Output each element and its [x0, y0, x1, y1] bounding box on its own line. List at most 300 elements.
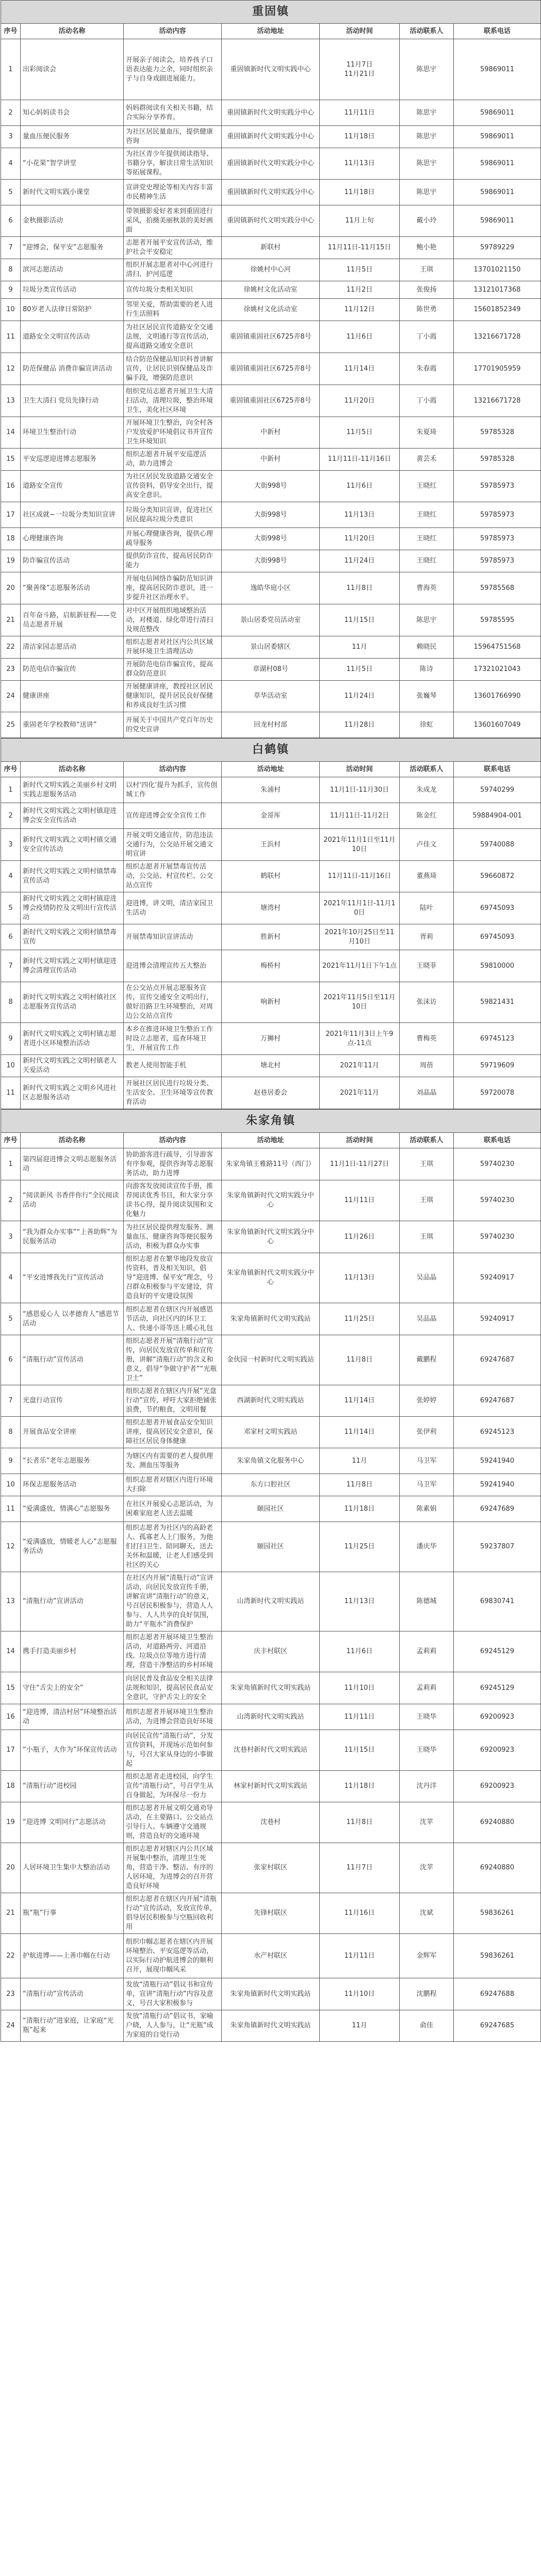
contact-person-cell: 朱春霞 — [400, 353, 454, 385]
seq-cell: 1 — [1, 39, 21, 100]
section-table — [1, 1109, 541, 2042]
activity-time-cell: 11月上旬 — [320, 205, 400, 237]
activity-address-cell: 回龙村村部 — [222, 712, 320, 738]
contact-person-cell: 陈诗 — [400, 659, 454, 681]
contact-phone-cell: 59810000 — [454, 950, 541, 982]
table-row — [1, 148, 541, 180]
activity-address-cell: 朱家角镇文化服务中心 — [222, 1448, 320, 1474]
seq-cell: 21 — [1, 604, 21, 636]
activity-content-cell: 组织党员志愿者开展卫生大清扫活动，清理垃圾，整治环境卫生，美化社区环境 — [124, 385, 222, 417]
activity-time-cell: 11月1日-11月27日 — [320, 1148, 400, 1180]
activity-name-cell: 平安巡逻迎进博志愿服务 — [21, 449, 124, 471]
seq-cell: 11 — [1, 1077, 21, 1109]
seq-cell: 11 — [1, 321, 21, 353]
activity-time-cell: 11月18日 — [320, 1771, 400, 1802]
contact-phone-cell: 13216671728 — [454, 385, 541, 417]
contact-person-cell: 朱夏琦 — [400, 417, 454, 449]
seq-cell: 13 — [1, 385, 21, 417]
section-table — [1, 738, 541, 1109]
contact-phone-cell: 59720078 — [454, 1077, 541, 1109]
activity-content-cell: 提供防诈宣传，提高居民防诈能力 — [124, 550, 222, 572]
activity-name-cell: 新时代文明实践之文明村镇迎进博会清理宣传活动 — [21, 950, 124, 982]
activity-address-cell: 金伙园一村新时代文明实践站 — [222, 1335, 320, 1385]
activity-time-cell: 11月5日 — [320, 417, 400, 449]
activity-time-cell: 11月6日 — [320, 321, 400, 353]
table-row — [1, 712, 541, 738]
seq-cell: 23 — [1, 659, 21, 681]
activity-address-cell: 重固镇新时代文明实践分中心 — [222, 205, 320, 237]
contact-phone-cell: 13601766990 — [454, 681, 541, 712]
activity-content-cell: 组织志愿者对社区内公共区域开展环境卫生清理活动 — [124, 636, 222, 659]
activity-time-cell: 11月16日 — [320, 1893, 400, 1934]
contact-phone-cell: 59241940 — [454, 1474, 541, 1496]
activity-content-cell: 组织志愿者在辖区内开展“清瓶行动”宣传活动，发放宣传单，倡导居民积极参与空瓶回收利用 — [124, 1893, 222, 1934]
table-row — [1, 1180, 541, 1221]
contact-phone-cell: 59240917 — [454, 1253, 541, 1303]
table-row — [1, 321, 541, 353]
contact-person-cell: 王晓红 — [400, 528, 454, 550]
contact-phone-cell: 13701021150 — [454, 259, 541, 281]
activity-address-cell: 庆丰村联区 — [222, 1631, 320, 1672]
activity-name-cell: “清瓶行动”宣传活动 — [21, 1335, 124, 1385]
activity-time-cell: 11月7日 — [320, 1843, 400, 1893]
seq-cell: 3 — [1, 1221, 21, 1253]
seq-cell: 7 — [1, 1385, 21, 1417]
activity-time-cell: 11月25日 — [320, 1522, 400, 1572]
contact-phone-cell: 59785595 — [454, 604, 541, 636]
table-row — [1, 1055, 541, 1077]
contact-phone-cell: 59836261 — [454, 1934, 541, 1978]
activity-name-cell: 环保志愿服务活动 — [21, 1474, 124, 1496]
contact-person-cell: 陈世勇 — [400, 299, 454, 321]
activity-name-cell: 新时代文明实践之文明村镇老人关爱活动 — [21, 1055, 124, 1077]
contact-phone-cell: 59785568 — [454, 572, 541, 604]
contact-person-cell: 王琪 — [400, 1148, 454, 1180]
activity-address-cell: 大街998号 — [222, 528, 320, 550]
activity-name-cell: 开展食品安全讲座 — [21, 1417, 124, 1448]
activity-time-cell: 11月11日 — [320, 1180, 400, 1221]
activity-name-cell: 新时代文明实践之文明乡风进社区志愿服务活动 — [21, 1077, 124, 1109]
seq-cell: 4 — [1, 148, 21, 180]
activity-content-cell: 组织志愿者在繁华地段发放宣传资料，普及相关知识，倡导“迎进博、保平安”理念，号召群众积极参与平安建设，营造良好的平安建设氛围 — [124, 1253, 222, 1303]
table-row — [1, 550, 541, 572]
table-row — [1, 126, 541, 148]
contact-phone-cell: 59869011 — [454, 39, 541, 100]
seq-cell: 1 — [1, 1148, 21, 1180]
table-row — [1, 982, 541, 1023]
column-header: 活动时间 — [320, 762, 400, 777]
table-row — [1, 39, 541, 100]
activity-time-cell: 2021年11月1日-11月10日 — [320, 892, 400, 924]
activity-content-cell: 组织志愿者开展食品安全知识讲座，提高居民安全意识，保障社区居民身体健康 — [124, 1417, 222, 1448]
activity-time-cell: 11月10日 — [320, 1672, 400, 1704]
activity-address-cell: 重固镇重固社区6725弄8号 — [222, 353, 320, 385]
contact-person-cell: 王晓华 — [400, 1704, 454, 1730]
contact-phone-cell: 69245123 — [454, 1417, 541, 1448]
table-row — [1, 100, 541, 126]
activity-time-cell: 11月13日 — [320, 502, 400, 528]
contact-person-cell: 沈鹏程 — [400, 1978, 454, 2010]
activity-content-cell: 组织志愿者对辖区内进行环境大扫除 — [124, 1474, 222, 1496]
activity-content-cell: 组织志愿者为社区内的高龄老人、孤寡老人上门服务，为他们打扫卫生、陪同聊天，送去关怀和温暖，让老人们感受到社区的关心 — [124, 1522, 222, 1572]
activity-address-cell: 重固镇新时代文明实践分中心 — [222, 100, 320, 126]
seq-cell: 9 — [1, 281, 21, 299]
activity-name-cell: 金秋摄影活动 — [21, 205, 124, 237]
seq-cell: 1 — [1, 777, 21, 803]
activity-name-cell: 新时代文明实践小课堂 — [21, 180, 124, 205]
activity-name-cell: 守住“舌尖上的安全” — [21, 1672, 124, 1704]
activity-address-cell: 邓家村文明实践站 — [222, 1417, 320, 1448]
activity-name-cell: 垃圾分类宣传活动 — [21, 281, 124, 299]
activity-name-cell: “清瓶行动”宣传活动 — [21, 1978, 124, 2010]
activity-address-cell: 山湾新时代文明实践站 — [222, 1704, 320, 1730]
activity-time-cell: 11月13日 — [320, 148, 400, 180]
table-row — [1, 777, 541, 803]
contact-person-cell: 张伊利 — [400, 1417, 454, 1448]
activity-time-cell: 11月 — [320, 1448, 400, 1474]
header-row — [1, 24, 541, 39]
activity-address-cell: 沈巷村新时代文明实践站 — [222, 1730, 320, 1771]
activity-time-cell: 11月18日 — [320, 180, 400, 205]
activity-name-cell: 防范保健品 消费诈骗宣讲活动 — [21, 353, 124, 385]
table-row — [1, 659, 541, 681]
column-header: 联系电话 — [454, 1133, 541, 1148]
contact-person-cell: 陈思宇 — [400, 180, 454, 205]
column-header: 活动内容 — [124, 1133, 222, 1148]
seq-cell: 20 — [1, 1843, 21, 1893]
contact-person-cell: 黄芸禾 — [400, 449, 454, 471]
table-row — [1, 1934, 541, 1978]
activity-address-cell: 重固镇新时代文明实践分中心 — [222, 180, 320, 205]
table-row — [1, 1631, 541, 1672]
column-header: 活动时间 — [320, 1133, 400, 1148]
contact-person-cell: 王琪 — [400, 1221, 454, 1253]
contact-person-cell: 王琪 — [400, 259, 454, 281]
activity-content-cell: 发放“清瓶行动”倡议书，家喻户晓，人人参与，让“光瓶”成为家庭的自觉行动 — [124, 2010, 222, 2042]
seq-cell: 5 — [1, 180, 21, 205]
activity-content-cell: 结合防范保健品知识科普讲解宣传，让居民识别保健品及诈骗手段，增强防范意识 — [124, 353, 222, 385]
activity-content-cell: 开展关于中国共产党百年历史的党史宣讲 — [124, 712, 222, 738]
activity-time-cell: 11月15日 — [320, 604, 400, 636]
activity-address-cell: 先锋村联区 — [222, 1893, 320, 1934]
activity-content-cell: 开展防范电信诈骗宣传，提高群众防范意识 — [124, 659, 222, 681]
activity-name-cell: 防诈骗宣传活动 — [21, 550, 124, 572]
column-header: 活动联系人 — [400, 762, 454, 777]
activity-content-cell: 妈妈群阅读有关相关书籍，结合实际分享养育。 — [124, 100, 222, 126]
table-row — [1, 1730, 541, 1771]
activity-time-cell: 11月11日-11月2日 — [320, 803, 400, 829]
activity-address-cell: 朱浦村 — [222, 777, 320, 803]
contact-phone-cell: 17321021043 — [454, 659, 541, 681]
table-row — [1, 1253, 541, 1303]
activity-name-cell: 心理健康咨询 — [21, 528, 124, 550]
contact-phone-cell: 69247685 — [454, 2010, 541, 2042]
activity-content-cell: 在公交站点开展志愿服务宣传，宣传交通安全文明出行，做好沿路卫生环境整治，对周边公交站点宣传 — [124, 982, 222, 1023]
activity-content-cell: 迎进博会清理宣传五大整治 — [124, 950, 222, 982]
activity-time-cell: 11月8日 — [320, 572, 400, 604]
column-header: 活动时间 — [320, 24, 400, 39]
column-header: 活动内容 — [124, 24, 222, 39]
seq-cell: 4 — [1, 1253, 21, 1303]
activity-address-cell: 中新村 — [222, 449, 320, 471]
activity-name-cell: “迎进博，清洁村居”环境整治活动 — [21, 1704, 124, 1730]
seq-cell: 8 — [1, 1417, 21, 1448]
activity-content-cell: 带领摄影爱好者来到重固进行采风，拍摄美丽秋景的美好画面 — [124, 205, 222, 237]
activity-address-cell: 万狮村 — [222, 1023, 320, 1055]
contact-person-cell: 张婷婷 — [400, 1385, 454, 1417]
activity-time-cell: 2021年11月5日至11月10日 — [320, 982, 400, 1023]
activity-content-cell: 组织志愿者开展禁毒宣传活动，公交站、村宣传栏、公交站点宣传 — [124, 861, 222, 892]
seq-cell: 5 — [1, 1303, 21, 1335]
activity-address-cell: 重固镇新时代文明实践中心 — [222, 39, 320, 100]
activity-name-cell: 光盘行动宣传 — [21, 1385, 124, 1417]
activity-time-cell: 11月11日 — [320, 1704, 400, 1730]
contact-person-cell: 丁小霞 — [400, 321, 454, 353]
activity-content-cell: 开展电信网络诈骗防范知识讲座，提高居民防诈意识，进一步提升社区治理水平。 — [124, 572, 222, 604]
contact-person-cell: 刘晶晶 — [400, 1077, 454, 1109]
activity-address-cell: 逸皓华庭小区 — [222, 572, 320, 604]
activity-time-cell: 11月14日 — [320, 1385, 400, 1417]
activity-time-cell: 11月11日-11月15日 — [320, 237, 400, 259]
contact-person-cell: 徐虹 — [400, 712, 454, 738]
activity-address-cell: 颐园社区 — [222, 1522, 320, 1572]
contact-person-cell: 张巍琴 — [400, 681, 454, 712]
activity-content-cell: 对中区开展组织地域整治活动，对楼道、绿化带进行清扫及规范整改 — [124, 604, 222, 636]
contact-phone-cell: 59740230 — [454, 1148, 541, 1180]
contact-phone-cell: 17701905959 — [454, 353, 541, 385]
activity-content-cell: 组织志愿者开展平安巡逻活动，助力进博会 — [124, 449, 222, 471]
contact-person-cell: 王晓红 — [400, 550, 454, 572]
contact-phone-cell: 69745093 — [454, 892, 541, 924]
activity-time-cell: 11月2日 — [320, 281, 400, 299]
activity-name-cell: 量血压便民服务 — [21, 126, 124, 148]
activity-content-cell: 教老人使用智能手机 — [124, 1055, 222, 1077]
activity-time-cell: 11月6日 — [320, 471, 400, 502]
contact-person-cell: 陈金红 — [400, 803, 454, 829]
section-table — [1, 0, 541, 738]
table-row — [1, 803, 541, 829]
contact-phone-cell: 59869011 — [454, 148, 541, 180]
activity-name-cell: “清瓶行动”宣讲活动 — [21, 1572, 124, 1631]
activity-time-cell: 11月15日 — [320, 1730, 400, 1771]
table-row — [1, 1843, 541, 1893]
contact-person-cell: 沈苹 — [400, 1843, 454, 1893]
activity-address-cell: 大街998号 — [222, 502, 320, 528]
contact-phone-cell: 59884904-001 — [454, 803, 541, 829]
contact-person-cell: 陈思宇 — [400, 148, 454, 180]
activity-content-cell: 发放“清瓶行动”倡议书和宣传单，宣讲“清瓶行动”内容及意义，号召大家积极参与 — [124, 1978, 222, 2010]
contact-phone-cell: 59785973 — [454, 471, 541, 502]
contact-phone-cell: 59740230 — [454, 1180, 541, 1221]
seq-cell: 12 — [1, 1522, 21, 1572]
activity-name-cell: 新时代文明实践之文明村镇禁毒宣传 — [21, 924, 124, 950]
contact-person-cell: 曹海英 — [400, 572, 454, 604]
activity-time-cell: 2021年11月1日至11月10日 — [320, 829, 400, 861]
seq-cell: 17 — [1, 1730, 21, 1771]
table-row — [1, 861, 541, 892]
activity-name-cell: 新时代文明实践之文明村镇迎进博会安全宣传活动 — [21, 803, 124, 829]
activity-time-cell: 2021年11月 — [320, 1055, 400, 1077]
table-row — [1, 892, 541, 924]
contact-phone-cell: 59719609 — [454, 1055, 541, 1077]
activity-time-cell: 11月1日-11月30日 — [320, 777, 400, 803]
seq-cell: 6 — [1, 924, 21, 950]
table-row — [1, 950, 541, 982]
activity-content-cell: 开展心理健康咨询，提供心理疏导服务 — [124, 528, 222, 550]
seq-cell: 9 — [1, 1448, 21, 1474]
seq-cell: 10 — [1, 1474, 21, 1496]
contact-phone-cell: 69247687 — [454, 1335, 541, 1385]
activity-address-cell: 颐园社区 — [222, 1496, 320, 1522]
activity-address-cell: 张家村联区 — [222, 1843, 320, 1893]
activity-content-cell: 开展亲子阅读会，培养孩子口语表达能力之余，同时组织亲子与自身戏剧进展能力。 — [124, 39, 222, 100]
activity-address-cell: 塘湾村 — [222, 892, 320, 924]
seq-cell: 2 — [1, 100, 21, 126]
activity-address-cell: 新联村 — [222, 237, 320, 259]
activity-name-cell: “阅读新风 书香伴你行”全民阅读活动 — [21, 1180, 124, 1221]
activity-content-cell: 开展环境卫生整治，向全村各户发放爱护环境倡议书并宣传卫生环境知识 — [124, 417, 222, 449]
column-header: 活动联系人 — [400, 24, 454, 39]
table-row — [1, 1771, 541, 1802]
table-row — [1, 1672, 541, 1704]
contact-person-cell: 戴小玲 — [400, 205, 454, 237]
activity-content-cell: 向居民普及食品安全相关法律法规和知识，提高居民食品安全意识，守护舌尖上的安全 — [124, 1672, 222, 1704]
seq-cell: 14 — [1, 417, 21, 449]
activity-address-cell: 徐姚村文化活动室 — [222, 281, 320, 299]
activity-content-cell: 开展社区居民进行垃圾分类、生活安全、卫生环境等宣传教育活动 — [124, 1077, 222, 1109]
activity-address-cell: 朱家角镇新时代文明实践分中心 — [222, 1180, 320, 1221]
table-row — [1, 1704, 541, 1730]
contact-phone-cell: 59785973 — [454, 502, 541, 528]
activity-address-cell: 王浜村 — [222, 829, 320, 861]
seq-cell: 4 — [1, 861, 21, 892]
column-header: 活动联系人 — [400, 1133, 454, 1148]
seq-cell: 16 — [1, 1704, 21, 1730]
activity-time-cell: 2021年11月 — [320, 1077, 400, 1109]
activity-name-cell: 知心妈妈读书会 — [21, 100, 124, 126]
activity-time-cell: 11月11日 — [320, 100, 400, 126]
activity-address-cell: 塘北村 — [222, 1055, 320, 1077]
activity-time-cell: 11月11日-11月16日 — [320, 449, 400, 471]
table-row — [1, 1474, 541, 1496]
seq-cell: 20 — [1, 572, 21, 604]
activity-content-cell: 为辖区内有需要的老人提供理发、测血压等服务 — [124, 1448, 222, 1474]
activity-address-cell: 草华活动室 — [222, 681, 320, 712]
contact-phone-cell: 15601852349 — [454, 299, 541, 321]
contact-person-cell: 金辉军 — [400, 1934, 454, 1978]
activity-content-cell: 在社区内开展“清瓶行动”宣讲活动，向居民发放宣传手册，讲解宣讲“清瓶行动”的意义，号召居民积极参与，营造人人参与、人人共享的良好氛围，助力“平瓶水”消费保护 — [124, 1572, 222, 1631]
activity-content-cell: 组织开展志愿者对中心河进行清扫、护河巡逻 — [124, 259, 222, 281]
section-title: 重固镇 — [1, 1, 541, 24]
activity-name-cell: “聚善缘”志愿服务活动 — [21, 572, 124, 604]
activity-content-cell: 邻里关爱，帮助需要的老人进行生活照料 — [124, 299, 222, 321]
activity-time-cell: 2021年11月1日下午1点 — [320, 950, 400, 982]
activity-content-cell: 志愿者开展平安宣传活动，维护社会平安稳定 — [124, 237, 222, 259]
activity-address-cell: 梅桥村 — [222, 950, 320, 982]
contact-person-cell: 俞佳 — [400, 2010, 454, 2042]
contact-phone-cell: 59785328 — [454, 417, 541, 449]
activity-address-cell: 沈巷村 — [222, 1802, 320, 1843]
contact-person-cell: 王晓华 — [400, 1730, 454, 1771]
contact-phone-cell: 59785973 — [454, 528, 541, 550]
activity-name-cell: 第四届迎进博会文明志愿服务活动 — [21, 1148, 124, 1180]
table-row — [1, 1417, 541, 1448]
activity-content-cell: 为社区居民宣传道路安全交通法规，文明通行等宣传活动，提高道路交通安全意识 — [124, 321, 222, 353]
activity-time-cell: 2021年11月3日上午9点-11点 — [320, 1023, 400, 1055]
contact-phone-cell: 59660872 — [454, 861, 541, 892]
activity-content-cell: 为社区青少年提供阅读指导、书籍分享，解读日常生活知识等拓展课程。 — [124, 148, 222, 180]
seq-cell: 25 — [1, 712, 21, 738]
activity-name-cell: 新时代文明实践之美丽乡村文明实践志愿服务活动 — [21, 777, 124, 803]
activity-content-cell: 在社区开展爱心志愿活动，为困难家庭老人送去温暖 — [124, 1496, 222, 1522]
activity-time-cell: 11月20日 — [320, 385, 400, 417]
activity-name-cell: “迎进博 文明同行”志愿活动 — [21, 1802, 124, 1843]
contact-phone-cell: 69240880 — [454, 1802, 541, 1843]
contact-phone-cell: 59869011 — [454, 126, 541, 148]
contact-phone-cell: 69240880 — [454, 1843, 541, 1893]
seq-cell: 13 — [1, 1572, 21, 1631]
activity-time-cell: 11月13日 — [320, 1572, 400, 1631]
table-row — [1, 924, 541, 950]
activity-content-cell: 迎进博，讲文明，清洁家园卫生活动 — [124, 892, 222, 924]
activity-address-cell: 林家村新时代文明实践站 — [222, 1771, 320, 1802]
contact-person-cell: 陈德城 — [400, 1572, 454, 1631]
column-header: 活动地址 — [222, 1133, 320, 1148]
contact-phone-cell: 59241940 — [454, 1448, 541, 1474]
contact-phone-cell: 15964751568 — [454, 636, 541, 659]
table-row — [1, 449, 541, 471]
seq-cell: 22 — [1, 636, 21, 659]
activity-name-cell: 新时代文明实践之文明村镇迎进博会疫情防控及文明出行宣传活动 — [21, 892, 124, 924]
activity-name-cell: 重固老年学校教师“送讲” — [21, 712, 124, 738]
activity-address-cell: 金哥厍 — [222, 803, 320, 829]
activity-name-cell: 新时代文明实践之文明村镇交通安全宣传活动 — [21, 829, 124, 861]
activity-time-cell: 11月10日 — [320, 1978, 400, 2010]
table-row — [1, 1023, 541, 1055]
table-row — [1, 1303, 541, 1335]
table-row — [1, 1893, 541, 1934]
activity-address-cell: 朱家角镇新时代文明实践分中心 — [222, 1221, 320, 1253]
table-row — [1, 471, 541, 502]
contact-person-cell: 朱成龙 — [400, 777, 454, 803]
contact-phone-cell: 69200923 — [454, 1771, 541, 1802]
activity-content-cell: 组织志愿者在辖区内开展感恩节活动，向社区内的环卫工人、快递小哥等送上暖心礼包 — [124, 1303, 222, 1335]
contact-person-cell: 马卫军 — [400, 1474, 454, 1496]
activity-content-cell: 开展健康讲座，教授社区居民健康知识，提升居民良好保健和养成良好生活习惯 — [124, 681, 222, 712]
activity-address-cell: 景山居委党员活动室 — [222, 604, 320, 636]
contact-phone-cell: 59740088 — [454, 829, 541, 861]
activity-time-cell: 11月5日 — [320, 659, 400, 681]
seq-cell: 22 — [1, 1934, 21, 1978]
activity-time-cell: 11月12日 — [320, 299, 400, 321]
activity-name-cell: 新时代文明实践之文明村镇社区志愿服务宣传活动 — [21, 982, 124, 1023]
activity-name-cell: 卫生大清扫 党员先锋行动 — [21, 385, 124, 417]
activity-name-cell: 瓶“瓶”行事 — [21, 1893, 124, 1934]
activity-time-cell: 11月18日 — [320, 126, 400, 148]
activity-content-cell: 宣讲党史理论等相关内容丰富市民精神生活 — [124, 180, 222, 205]
activity-name-cell: 80岁老人法律日常陪护 — [21, 299, 124, 321]
activity-address-cell: 景山居委辖区 — [222, 636, 320, 659]
contact-person-cell: 王晓红 — [400, 471, 454, 502]
activity-content-cell: 为社区居民发放道路交通安全宣传资料，倡导安全出行，提高安全意识。 — [124, 471, 222, 502]
activity-address-cell: 山湾新时代文明实践站 — [222, 1572, 320, 1631]
activity-name-cell: 道路安全宣传 — [21, 471, 124, 502]
contact-person-cell: 卢佳文 — [400, 829, 454, 861]
table-row — [1, 604, 541, 636]
contact-phone-cell: 69200923 — [454, 1704, 541, 1730]
contact-person-cell: 陆叶 — [400, 892, 454, 924]
activity-time-cell: 11月11日 — [320, 1934, 400, 1978]
